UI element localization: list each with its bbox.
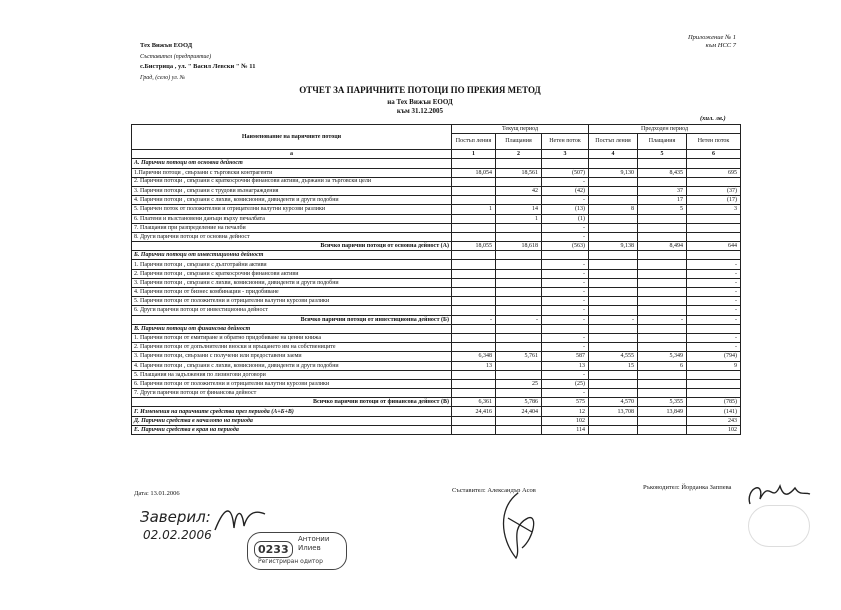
value-cell (638, 251, 687, 260)
compiler-signature-icon (488, 488, 548, 568)
value-cell: (794) (687, 352, 741, 361)
value-cell: - (687, 343, 741, 352)
value-cell: - (542, 260, 589, 269)
date-label: Дата: (134, 490, 149, 497)
value-cell (589, 379, 638, 388)
appendix-ref: към НСС 7 (705, 42, 736, 49)
value-cell: 25 (496, 379, 542, 388)
value-cell: - (542, 343, 589, 352)
appendix-block (676, 34, 736, 50)
value-cell: 114 (542, 425, 589, 434)
table-row (132, 177, 741, 186)
row-label: Всичко парични потоци от инвестиционна дейност (Б) (132, 315, 452, 324)
value-cell (687, 232, 741, 241)
row-label: 4. Парични потоци от бизнес комбинации - придобиване (132, 288, 452, 297)
value-cell (452, 269, 496, 278)
table-row (132, 205, 741, 214)
value-cell: 37 (638, 186, 687, 195)
value-cell (638, 177, 687, 186)
row-label: Б. Парични потоци от инвестиционна дейност (132, 251, 452, 260)
value-cell: 13 (542, 361, 589, 370)
value-cell: - (542, 177, 589, 186)
table-row (132, 407, 741, 416)
value-cell: 5,761 (496, 352, 542, 361)
row-label: Всичко парични потоци от основна дейност (А) (132, 242, 452, 251)
table-row (132, 416, 741, 425)
company-block (140, 41, 255, 83)
value-cell: 1 (452, 205, 496, 214)
value-cell: - (542, 269, 589, 278)
value-cell (589, 177, 638, 186)
table-row (132, 343, 741, 352)
value-cell: 17 (638, 196, 687, 205)
stamp-name-1: Антонии (298, 535, 330, 543)
table-row (132, 269, 741, 278)
value-cell: 13,849 (638, 407, 687, 416)
value-cell (589, 260, 638, 269)
value-cell: - (638, 315, 687, 324)
compiler-label: Съставител: (452, 487, 486, 494)
row-label: Д. Парични средства в началото на периода (132, 416, 452, 425)
handwritten-certified: Заверил: (140, 508, 211, 526)
row-label: 4. Парични потоци , свързани с лихви, комисионни, дивиденти и други подобни (132, 361, 452, 370)
row-label: 2. Парични потоци от допълнителни вноски и връщането им на собствениците (132, 343, 452, 352)
value-cell: - (542, 278, 589, 287)
table-row (132, 168, 741, 177)
manager-name: Йорданка Заппева (681, 484, 732, 491)
value-cell (589, 389, 638, 398)
row-label: Г. Изменения на паричните средства през периода (А+Б+В) (132, 407, 452, 416)
row-label: 4. Парични потоци , свързани с лихви, комисионни, дивиденти и други подобни (132, 196, 452, 205)
value-cell (452, 223, 496, 232)
row-label: А. Парични потоци от основна дейност (132, 159, 452, 168)
value-cell (496, 425, 542, 434)
value-cell: 644 (687, 242, 741, 251)
table-row (132, 242, 741, 251)
value-cell: - (542, 196, 589, 205)
value-cell: 24,404 (496, 407, 542, 416)
previous-out-header: Плащания (638, 134, 687, 150)
value-cell (452, 306, 496, 315)
value-cell (452, 278, 496, 287)
value-cell: - (687, 260, 741, 269)
row-label: 3. Парични потоци , свързани с трудови възнаграждения (132, 186, 452, 195)
value-cell (496, 361, 542, 370)
row-label: 6. Парични потоци от положителни и отрицателни валутни курсови разлики (132, 379, 452, 388)
report-title: ОТЧЕТ ЗА ПАРИЧНИТЕ ПОТОЦИ ПО ПРЕКИЯ МЕТОД (299, 85, 541, 95)
faint-stamp-icon (748, 505, 810, 547)
value-cell (589, 214, 638, 223)
value-cell (452, 425, 496, 434)
value-cell: (785) (687, 398, 741, 407)
value-cell: 6,348 (452, 352, 496, 361)
value-cell (638, 223, 687, 232)
auditor-stamp (247, 532, 347, 570)
value-cell (589, 324, 638, 333)
value-cell (452, 177, 496, 186)
stamp-number: 0233 (254, 541, 293, 558)
value-cell: - (542, 306, 589, 315)
value-cell (589, 416, 638, 425)
table-row (132, 361, 741, 370)
row-label: 2. Парични потоци , свързани с краткосрочни финансови активи (132, 269, 452, 278)
value-cell (589, 370, 638, 379)
value-cell: 8,435 (638, 168, 687, 177)
value-cell: - (687, 306, 741, 315)
value-cell (687, 370, 741, 379)
value-cell (496, 196, 542, 205)
header-row-periods (132, 125, 741, 134)
value-cell: - (542, 333, 589, 342)
value-cell (638, 159, 687, 168)
company-note: Съставител (предприятие) (140, 53, 212, 60)
value-cell (589, 288, 638, 297)
value-cell (496, 177, 542, 186)
value-cell (687, 389, 741, 398)
value-cell (589, 196, 638, 205)
previous-net-header: Нетен поток (687, 134, 741, 150)
value-cell (496, 333, 542, 342)
value-cell (496, 324, 542, 333)
table-row (132, 232, 741, 241)
value-cell (589, 278, 638, 287)
row-label: 3. Парични потоци, свързани с получени или предоставени заеми (132, 352, 452, 361)
row-label: 8. Други парични потоци от основна дейност (132, 232, 452, 241)
value-cell (638, 425, 687, 434)
value-cell: (1) (542, 214, 589, 223)
compiler-name: Александър Асов (487, 487, 536, 494)
appendix-label: Приложение № 1 (687, 34, 736, 41)
report-company: на Тех Вижън ЕООД (387, 98, 453, 106)
value-cell: - (687, 333, 741, 342)
value-cell: - (542, 315, 589, 324)
value-cell (638, 416, 687, 425)
table-row (132, 214, 741, 223)
value-cell: - (589, 315, 638, 324)
value-cell (589, 306, 638, 315)
value-cell (542, 159, 589, 168)
value-cell: - (687, 315, 741, 324)
row-label: 1. Парични потоци , свързани с дълготрайни активи (132, 260, 452, 269)
table-row (132, 159, 741, 168)
value-cell: 575 (542, 398, 589, 407)
value-cell (589, 269, 638, 278)
value-cell: - (542, 297, 589, 306)
value-cell (452, 370, 496, 379)
value-cell: 18,055 (452, 242, 496, 251)
value-cell (496, 278, 542, 287)
value-cell: - (496, 315, 542, 324)
value-cell: - (542, 223, 589, 232)
row-label: 5. Паричен поток от положителни и отрицателни валутни курсови разлики (132, 205, 452, 214)
value-cell: (37) (687, 186, 741, 195)
report-date: към 31.12.2005 (396, 107, 444, 115)
value-cell (496, 297, 542, 306)
table-row (132, 333, 741, 342)
table-row (132, 352, 741, 361)
value-cell (452, 214, 496, 223)
value-cell (496, 370, 542, 379)
value-cell (638, 370, 687, 379)
value-cell: 587 (542, 352, 589, 361)
column-header-name: Наименование на паричните потоци (132, 125, 452, 150)
date-block (134, 490, 180, 497)
manager-label: Ръководител: (643, 484, 680, 491)
table-row (132, 370, 741, 379)
value-cell (496, 288, 542, 297)
row-label: 5. Плащания на задължения по лизингови договори (132, 370, 452, 379)
value-cell: 42 (496, 186, 542, 195)
value-cell (496, 159, 542, 168)
value-cell: 18,054 (452, 168, 496, 177)
row-label: 3. Парични потоци , свързани с лихви, комисионни, дивиденти и други подобни (132, 278, 452, 287)
value-cell: 12 (542, 407, 589, 416)
current-net-header: Нетен поток (542, 134, 589, 150)
row-label: Всичко парични потоци от финансова дейност (В) (132, 398, 452, 407)
value-cell (638, 269, 687, 278)
value-cell: (13) (542, 205, 589, 214)
table-row (132, 278, 741, 287)
value-cell (496, 251, 542, 260)
value-cell: 6 (638, 361, 687, 370)
value-cell (452, 196, 496, 205)
value-cell: - (687, 278, 741, 287)
value-cell (589, 186, 638, 195)
index-cell: 2 (496, 150, 542, 159)
value-cell: 8,494 (638, 242, 687, 251)
value-cell (687, 214, 741, 223)
index-row (132, 150, 741, 159)
row-label: 1.Парични потоци , свързани с търговски контрагенти (132, 168, 452, 177)
value-cell: - (542, 370, 589, 379)
value-cell (452, 159, 496, 168)
value-cell (638, 324, 687, 333)
value-cell: - (687, 269, 741, 278)
value-cell (452, 288, 496, 297)
table-row (132, 297, 741, 306)
table-row (132, 324, 741, 333)
table-row (132, 425, 741, 434)
value-cell: 5,786 (496, 398, 542, 407)
index-cell: 4 (589, 150, 638, 159)
current-out-header: Плащания (496, 134, 542, 150)
value-cell: 24,416 (452, 407, 496, 416)
date-value: 13.01.2006 (150, 490, 180, 497)
value-cell: (25) (542, 379, 589, 388)
value-cell (638, 379, 687, 388)
value-cell: 18,561 (496, 168, 542, 177)
index-cell: а (132, 150, 452, 159)
value-cell (687, 379, 741, 388)
value-cell (589, 343, 638, 352)
value-cell: 14 (496, 205, 542, 214)
value-cell (452, 260, 496, 269)
value-cell: 5 (638, 205, 687, 214)
address-note: Град, (село) ул. № (140, 74, 186, 81)
value-cell (542, 324, 589, 333)
value-cell (452, 232, 496, 241)
row-label: Е. Парични средства в края на периода (132, 425, 452, 434)
value-cell (496, 269, 542, 278)
value-cell (638, 288, 687, 297)
table-row (132, 398, 741, 407)
value-cell (687, 159, 741, 168)
previous-period-header: Предходен период (589, 125, 741, 134)
value-cell: - (687, 297, 741, 306)
value-cell: (141) (687, 407, 741, 416)
row-label: 7. Други парични потоци от финансова дейност (132, 389, 452, 398)
value-cell (496, 260, 542, 269)
cash-flow-table (131, 124, 741, 435)
value-cell: 102 (687, 425, 741, 434)
value-cell: (563) (542, 242, 589, 251)
value-cell (589, 232, 638, 241)
value-cell (589, 333, 638, 342)
table-row (132, 288, 741, 297)
index-cell: 1 (452, 150, 496, 159)
value-cell (687, 251, 741, 260)
value-cell (496, 223, 542, 232)
row-label: 1. Парични потоци от емитиране и обратно придобиване на ценни книжа (132, 333, 452, 342)
value-cell (589, 223, 638, 232)
previous-in-header: Постъп ления (589, 134, 638, 150)
table-row (132, 379, 741, 388)
index-cell: 3 (542, 150, 589, 159)
value-cell (452, 333, 496, 342)
value-cell: 1 (496, 214, 542, 223)
value-cell (687, 177, 741, 186)
value-cell (638, 278, 687, 287)
row-label: 5. Парични потоци от положителни и отрицателни валутни курсови разлики (132, 297, 452, 306)
value-cell: - (542, 288, 589, 297)
table-row (132, 389, 741, 398)
value-cell (638, 306, 687, 315)
value-cell: 8 (589, 205, 638, 214)
value-cell: (507) (542, 168, 589, 177)
value-cell: 5,355 (638, 398, 687, 407)
value-cell: (42) (542, 186, 589, 195)
value-cell (496, 306, 542, 315)
value-cell: 9 (687, 361, 741, 370)
value-cell: - (687, 288, 741, 297)
value-cell (452, 379, 496, 388)
value-cell: 5,349 (638, 352, 687, 361)
handwritten-date: 02.02.2006 (143, 528, 212, 542)
value-cell: 695 (687, 168, 741, 177)
value-cell (589, 159, 638, 168)
value-cell: 4,555 (589, 352, 638, 361)
current-period-header: Текущ период (452, 125, 589, 134)
stamp-name-2: Илиев (298, 544, 321, 552)
value-cell (496, 232, 542, 241)
value-cell: - (542, 389, 589, 398)
table-row (132, 186, 741, 195)
value-cell (542, 251, 589, 260)
row-label: В. Парични потоци от финансова дейност (132, 324, 452, 333)
value-cell (638, 260, 687, 269)
value-cell (589, 251, 638, 260)
value-cell: 102 (542, 416, 589, 425)
value-cell (452, 186, 496, 195)
company-address: с.Бистрица , ул. " Васил Левски " № 11 (140, 63, 256, 70)
company-name: Тех Вижън ЕООД (140, 42, 193, 49)
value-cell (589, 425, 638, 434)
value-cell (687, 324, 741, 333)
value-cell (452, 389, 496, 398)
value-cell (638, 389, 687, 398)
value-cell (496, 343, 542, 352)
value-cell (452, 251, 496, 260)
table-row (132, 306, 741, 315)
stamp-role: Регистриран одитор (258, 558, 323, 565)
value-cell: - (542, 232, 589, 241)
table-row (132, 223, 741, 232)
row-label: 6. Други парични потоци от инвестиционна дейност (132, 306, 452, 315)
row-label: 7. Плащания при разпределение на печалби (132, 223, 452, 232)
row-label: 6. Платени и възстановени данъци върху печалбата (132, 214, 452, 223)
table-row (132, 315, 741, 324)
value-cell: 13 (452, 361, 496, 370)
value-cell (452, 297, 496, 306)
manager-block (643, 484, 731, 491)
table-row (132, 196, 741, 205)
units-label: (хил. лв.) (700, 115, 726, 122)
value-cell: (17) (687, 196, 741, 205)
value-cell: 9,130 (589, 168, 638, 177)
value-cell: - (452, 315, 496, 324)
value-cell (638, 297, 687, 306)
value-cell: 6,361 (452, 398, 496, 407)
value-cell: 3 (687, 205, 741, 214)
value-cell (452, 416, 496, 425)
value-cell (638, 333, 687, 342)
current-in-header: Постъп ления (452, 134, 496, 150)
value-cell (496, 416, 542, 425)
value-cell (687, 223, 741, 232)
index-cell: 5 (638, 150, 687, 159)
row-label: 2. Парични потоци , свързани с краткосрочни финансови активи, държани за търговски цели (132, 177, 452, 186)
value-cell (496, 389, 542, 398)
table-row (132, 251, 741, 260)
value-cell: 4,570 (589, 398, 638, 407)
value-cell (452, 324, 496, 333)
value-cell (638, 343, 687, 352)
value-cell: 18,618 (496, 242, 542, 251)
value-cell (589, 297, 638, 306)
value-cell (638, 214, 687, 223)
value-cell: 15 (589, 361, 638, 370)
table-row (132, 260, 741, 269)
index-cell: 6 (687, 150, 741, 159)
value-cell (452, 343, 496, 352)
value-cell: 13,708 (589, 407, 638, 416)
value-cell (638, 232, 687, 241)
value-cell: 9,138 (589, 242, 638, 251)
value-cell: 243 (687, 416, 741, 425)
